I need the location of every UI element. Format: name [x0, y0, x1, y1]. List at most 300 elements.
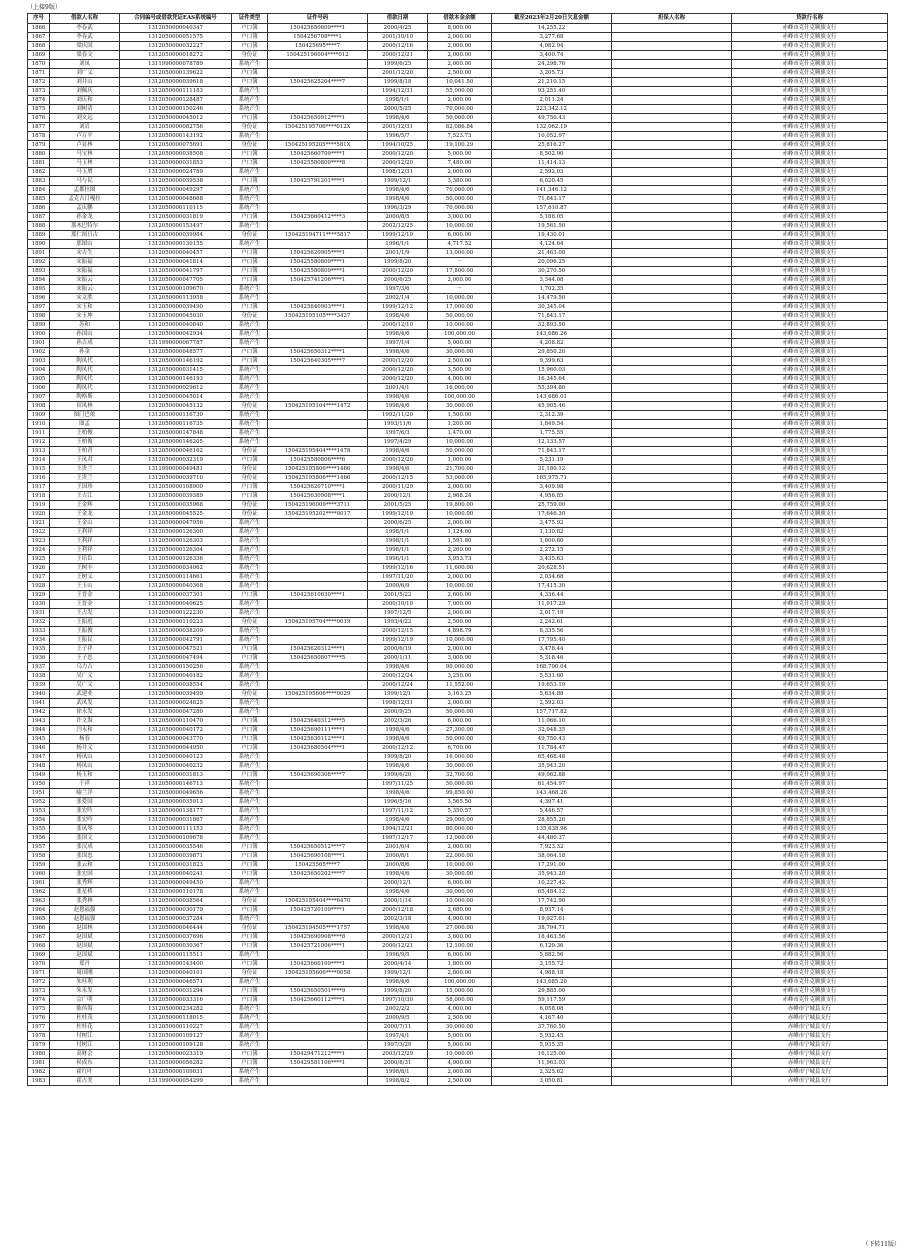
borrower-name: 宋玉和: [50, 303, 120, 312]
table-row: [28, 519, 888, 528]
id-type: 户口簿: [232, 726, 268, 735]
id-number: 150429581106****1: [268, 1059, 368, 1068]
row-index: 1960: [28, 870, 50, 879]
interest-owed: 93,251.40: [492, 87, 612, 96]
loan-date: 1998/4/6: [368, 393, 428, 402]
contract-number: 1312050000044950: [120, 744, 232, 753]
borrower-name: 许文海: [50, 717, 120, 726]
contract-number: 1312050000039984: [120, 231, 232, 240]
borrower-name: 杨井义: [50, 744, 120, 753]
table-row: [28, 618, 888, 627]
borrower-name: 杨凤山: [50, 762, 120, 771]
table-row: [28, 240, 888, 249]
principal-balance: 50,000.00: [428, 447, 492, 456]
interest-owed: 19,430.01: [492, 231, 612, 240]
principal-balance: 2,500.00: [428, 69, 492, 78]
principal-balance: 6,000.00: [428, 951, 492, 960]
interest-owed: 223,342.12: [492, 105, 612, 114]
id-type: 身份证: [232, 474, 268, 483]
id-type: 系统产生: [232, 366, 268, 375]
id-number: [268, 951, 368, 960]
bank-name: 赤峰市克什克腾旗支行: [732, 537, 888, 546]
borrower-name: 张汉成: [50, 843, 120, 852]
loan-date: 2000/12/15: [368, 627, 428, 636]
principal-balance: 2,000.00: [428, 519, 492, 528]
id-type: 系统产生: [232, 564, 268, 573]
principal-balance: 29,000.00: [428, 816, 492, 825]
contract-number: 1312050000146193: [120, 375, 232, 384]
guarantor-name: [612, 591, 732, 600]
id-number: [268, 699, 368, 708]
guarantor-name: [612, 996, 732, 1005]
row-index: 1951: [28, 789, 50, 798]
row-index: 1917: [28, 483, 50, 492]
id-type: 系统产生: [232, 816, 268, 825]
loan-date: 1997/10/30: [368, 996, 428, 1005]
loan-date: 2000/12/21: [368, 942, 428, 951]
interest-owed: 35,943.20: [492, 870, 612, 879]
interest-owed: 12,133.57: [492, 438, 612, 447]
row-index: 1879: [28, 141, 50, 150]
row-index: 1937: [28, 663, 50, 672]
row-index: 1871: [28, 69, 50, 78]
row-index: 1894: [28, 276, 50, 285]
table-row: [28, 969, 888, 978]
bank-name: 赤峰市克什克腾旗支行: [732, 141, 888, 150]
interest-owed: 15,960.03: [492, 366, 612, 375]
bank-name: 赤峰市宁城县支行: [732, 1005, 888, 1014]
table-row: [28, 78, 888, 87]
bank-name: 赤峰市克什克腾旗支行: [732, 591, 888, 600]
id-number: 150425650202****7: [268, 870, 368, 879]
borrower-name: 卢万平: [50, 132, 120, 141]
principal-balance: 2,000.00: [428, 1068, 492, 1077]
guarantor-name: [612, 555, 732, 564]
bank-name: 赤峰市克什克腾旗支行: [732, 951, 888, 960]
principal-balance: 11,600.00: [428, 564, 492, 573]
principal-balance: 8,000.00: [428, 24, 492, 33]
row-index: 1905: [28, 375, 50, 384]
principal-balance: 2,600.00: [428, 591, 492, 600]
row-index: 1902: [28, 348, 50, 357]
guarantor-name: [612, 933, 732, 942]
guarantor-name: [612, 969, 732, 978]
borrower-name: 王树义: [50, 573, 120, 582]
id-type: 身份证: [232, 465, 268, 474]
id-number: [268, 186, 368, 195]
loan-date: 2000/12/20: [368, 375, 428, 384]
borrower-name: 王金山: [50, 519, 120, 528]
principal-balance: 2,000.00: [428, 609, 492, 618]
principal-balance: 1,500.00: [428, 411, 492, 420]
loan-date: 2000/6/9: [368, 582, 428, 591]
borrower-name: 张国忠: [50, 852, 120, 861]
contract-number: 1312050000048668: [120, 195, 232, 204]
id-type: 身份证: [232, 447, 268, 456]
borrower-name: 赵恩福强: [50, 915, 120, 924]
guarantor-name: [612, 627, 732, 636]
row-index: 1903: [28, 357, 50, 366]
borrower-name: 刘岩: [50, 123, 120, 132]
id-type: 系统产生: [232, 582, 268, 591]
row-index: 1961: [28, 879, 50, 888]
guarantor-name: [612, 339, 732, 348]
table-row: [28, 852, 888, 861]
guarantor-name: [612, 1014, 732, 1023]
row-index: 1977: [28, 1023, 50, 1032]
guarantor-name: [612, 897, 732, 906]
id-number: 150429471212****1: [268, 1050, 368, 1059]
principal-balance: 19,100.29: [428, 141, 492, 150]
contract-number: 1312050000114661: [120, 573, 232, 582]
bank-name: 赤峰市克什克腾旗支行: [732, 582, 888, 591]
loan-date: 2002/12/25: [368, 222, 428, 231]
interest-owed: 4,082.94: [492, 42, 612, 51]
guarantor-name: [612, 528, 732, 537]
borrower-name: 闫永和: [50, 726, 120, 735]
loan-date: 1998/4/6: [368, 870, 428, 879]
loan-date: 2000/12/20: [368, 366, 428, 375]
bank-name: 赤峰市克什克腾旗支行: [732, 825, 888, 834]
guarantor-name: [612, 924, 732, 933]
loan-date: 2000/12/15: [368, 474, 428, 483]
guarantor-name: [612, 861, 732, 870]
principal-balance: 32,700.00: [428, 771, 492, 780]
borrower-name: 王凤君: [50, 456, 120, 465]
borrower-name: 杨玉和: [50, 771, 120, 780]
id-number: [268, 807, 368, 816]
row-index: 1934: [28, 636, 50, 645]
table-body: [28, 24, 888, 1086]
guarantor-name: [612, 195, 732, 204]
interest-owed: 16,345.64: [492, 375, 612, 384]
loan-date: 1998/4/6: [368, 402, 428, 411]
loan-date: 1998/4/6: [368, 726, 428, 735]
bank-name: 赤峰市克什克腾旗支行: [732, 960, 888, 969]
principal-balance: 30,000.00: [428, 870, 492, 879]
id-type: 系统产生: [232, 528, 268, 537]
col-header-bank: 贷款行名称: [732, 14, 888, 24]
loan-date: 2000/12/10: [368, 321, 428, 330]
interest-owed: 19,561.50: [492, 222, 612, 231]
principal-balance: 70,000.00: [428, 105, 492, 114]
row-index: 1925: [28, 555, 50, 564]
id-number: [268, 168, 368, 177]
interest-owed: 11,066.10: [492, 717, 612, 726]
contract-number: 1312050000031853: [120, 159, 232, 168]
row-index: 1892: [28, 258, 50, 267]
bank-name: 赤峰市克什克腾旗支行: [732, 177, 888, 186]
guarantor-name: [612, 645, 732, 654]
bank-name: 赤峰市宁城县支行: [732, 1077, 888, 1086]
id-number: 150425640903****1: [268, 303, 368, 312]
interest-owed: 25,759.00: [492, 501, 612, 510]
principal-balance: 53,000.00: [428, 474, 492, 483]
principal-balance: 3,250.00: [428, 672, 492, 681]
borrower-name: 孙国山: [50, 330, 120, 339]
id-number: [268, 204, 368, 213]
principal-balance: 3,163.25: [428, 690, 492, 699]
bank-name: 赤峰市克什克腾旗支行: [732, 321, 888, 330]
principal-balance: 100,000.00: [428, 330, 492, 339]
id-type: 身份证: [232, 402, 268, 411]
contract-number: 1312050000118015: [120, 1014, 232, 1023]
id-number: 150425650512****7: [268, 843, 368, 852]
principal-balance: 2,500.00: [428, 1014, 492, 1023]
table-row: [28, 177, 888, 186]
guarantor-name: [612, 150, 732, 159]
guarantor-name: [612, 789, 732, 798]
bank-name: 赤峰市克什克腾旗支行: [732, 672, 888, 681]
interest-owed: 10,052.97: [492, 132, 612, 141]
loan-date: 2000/10/10: [368, 600, 428, 609]
bank-name: 赤峰市克什克腾旗支行: [732, 60, 888, 69]
id-type: 户口簿: [232, 78, 268, 87]
guarantor-name: [612, 825, 732, 834]
loan-date: 2000/12/20: [368, 456, 428, 465]
row-index: 1885: [28, 195, 50, 204]
interest-owed: 3,050.81: [492, 1077, 612, 1086]
table-row: [28, 1023, 888, 1032]
id-number: 150425695****7: [268, 42, 368, 51]
loan-date: 2000/12/21: [368, 51, 428, 60]
row-index: 1959: [28, 861, 50, 870]
row-index: 1940: [28, 690, 50, 699]
interest-owed: 157,610.87: [492, 204, 612, 213]
interest-owed: 45,905.46: [492, 402, 612, 411]
borrower-name: 王玉山: [50, 582, 120, 591]
table-row: [28, 573, 888, 582]
loan-date: 1999/12/1: [368, 969, 428, 978]
loan-date: 2001/12/31: [368, 123, 428, 132]
table-row: [28, 897, 888, 906]
id-type: 系统产生: [232, 879, 268, 888]
contract-number: 1312050000024825: [120, 699, 232, 708]
row-index: 1962: [28, 888, 50, 897]
row-index: 1982: [28, 1068, 50, 1077]
id-number: 150425660109****1: [268, 960, 368, 969]
interest-owed: 4,208.82: [492, 339, 612, 348]
interest-owed: 49,062.88: [492, 771, 612, 780]
id-type: 户口簿: [232, 1059, 268, 1068]
bank-name: 赤峰市克什克腾旗支行: [732, 690, 888, 699]
principal-balance: 30,000.00: [428, 1023, 492, 1032]
borrower-name: 那木巴特尔: [50, 222, 120, 231]
col-header-id-type: 证件类型: [232, 14, 268, 24]
borrower-name: 王金龙: [50, 510, 120, 519]
table-row: [28, 690, 888, 699]
row-index: 1979: [28, 1041, 50, 1050]
row-index: 1899: [28, 321, 50, 330]
contract-number: 1312050000110223: [120, 618, 232, 627]
principal-balance: 21,700.00: [428, 465, 492, 474]
table-row: [28, 753, 888, 762]
guarantor-name: [612, 1032, 732, 1041]
borrower-name: 梁庆国: [50, 42, 120, 51]
contract-number: 1312050000039499: [120, 690, 232, 699]
table-row: [28, 384, 888, 393]
bank-name: 赤峰市克什克腾旗支行: [732, 996, 888, 1005]
id-number: 150425690108****1: [268, 852, 368, 861]
table-row: [28, 429, 888, 438]
loan-date: 1993/11/6: [368, 420, 428, 429]
bank-name: 赤峰市克什克腾旗支行: [732, 438, 888, 447]
interest-owed: 5,531.60: [492, 672, 612, 681]
interest-owed: 29,850.20: [492, 348, 612, 357]
principal-balance: 3,500.00: [428, 366, 492, 375]
row-index: 1912: [28, 438, 50, 447]
id-number: [268, 573, 368, 582]
row-index: 1958: [28, 852, 50, 861]
interest-owed: 38,794.71: [492, 924, 612, 933]
contract-number: 1312050000040182: [120, 672, 232, 681]
loan-date: 2000/8/31: [368, 1059, 428, 1068]
principal-balance: 50,000.00: [428, 780, 492, 789]
bank-name: 赤峰市克什克腾旗支行: [732, 636, 888, 645]
contract-number: 1312050000040101: [120, 969, 232, 978]
contract-number: 1312050000146192: [120, 357, 232, 366]
id-number: [268, 816, 368, 825]
row-index: 1953: [28, 807, 50, 816]
guarantor-name: [612, 600, 732, 609]
bank-name: 赤峰市克什克腾旗支行: [732, 384, 888, 393]
principal-balance: 5,350.57: [428, 807, 492, 816]
principal-balance: 15,000.00: [428, 987, 492, 996]
bank-name: 赤峰市克什克腾旗支行: [732, 465, 888, 474]
interest-owed: 8,502.90: [492, 150, 612, 159]
borrower-name: 李春武: [50, 24, 120, 33]
bank-name: 赤峰市克什克腾旗支行: [732, 744, 888, 753]
guarantor-name: [612, 42, 732, 51]
table-row: [28, 1005, 888, 1014]
borrower-name: 王利祥: [50, 537, 120, 546]
table-row: [28, 933, 888, 942]
table-row: [28, 555, 888, 564]
borrower-name: 图孟: [50, 420, 120, 429]
guarantor-name: [612, 249, 732, 258]
table-row: [28, 708, 888, 717]
principal-balance: 16,000.00: [428, 753, 492, 762]
principal-balance: 10,000.00: [428, 321, 492, 330]
contract-number: 1312050000039490: [120, 303, 232, 312]
contract-number: 1312050000126303: [120, 537, 232, 546]
loan-date: 2000/5/25: [368, 105, 428, 114]
row-index: 1907: [28, 393, 50, 402]
col-header-principal: 借款本金余额: [428, 14, 492, 24]
row-index: 1867: [28, 33, 50, 42]
table-row: [28, 600, 888, 609]
id-number: 150425650912****1: [268, 114, 368, 123]
guarantor-name: [612, 213, 732, 222]
guarantor-name: [612, 348, 732, 357]
interest-owed: 11,414.13: [492, 159, 612, 168]
row-index: 1955: [28, 825, 50, 834]
table-row: [28, 951, 888, 960]
bank-name: 赤峰市宁城县支行: [732, 1059, 888, 1068]
borrower-name: 徐永发: [50, 708, 120, 717]
guarantor-name: [612, 672, 732, 681]
bank-name: 赤峰市克什克腾旗支行: [732, 888, 888, 897]
row-index: 1930: [28, 600, 50, 609]
contract-number: 1311990000067787: [120, 339, 232, 348]
table-row: [28, 771, 888, 780]
table-row: [28, 996, 888, 1005]
interest-owed: 2,034.68: [492, 573, 612, 582]
interest-owed: 2,312.39: [492, 411, 612, 420]
principal-balance: 27,300.00: [428, 726, 492, 735]
borrower-name: 张凤琴: [50, 825, 120, 834]
principal-balance: 50,000.00: [428, 312, 492, 321]
interest-owed: 30,345.04: [492, 303, 612, 312]
table-row: [28, 339, 888, 348]
borrower-name: 孙金: [50, 348, 120, 357]
guarantor-name: [612, 1041, 732, 1050]
contract-number: 1312050000039389: [120, 492, 232, 501]
guarantor-name: [612, 834, 732, 843]
guarantor-name: [612, 402, 732, 411]
principal-balance: 1,000.00: [428, 456, 492, 465]
id-number: 150425680504****1: [268, 744, 368, 753]
interest-owed: 10,227.42: [492, 879, 612, 888]
table-row: [28, 627, 888, 636]
id-type: 身份证: [232, 690, 268, 699]
principal-balance: 10,000.00: [428, 897, 492, 906]
guarantor-name: [612, 384, 732, 393]
id-number: 150425690111****1: [268, 726, 368, 735]
row-index: 1973: [28, 987, 50, 996]
row-index: 1877: [28, 123, 50, 132]
principal-balance: 2,000.00: [428, 573, 492, 582]
row-index: 1881: [28, 159, 50, 168]
interest-owed: 2,325.62: [492, 1068, 612, 1077]
loan-date: 1996/1/1: [368, 555, 428, 564]
contract-number: 1312050000035968: [120, 501, 232, 510]
interest-owed: 65,468.48: [492, 753, 612, 762]
id-type: 户口簿: [232, 591, 268, 600]
principal-balance: 7,000.00: [428, 600, 492, 609]
guarantor-name: [612, 501, 732, 510]
row-index: 1868: [28, 42, 50, 51]
loan-date: 2000/12/16: [368, 42, 428, 51]
loan-date: 2000/8/1: [368, 852, 428, 861]
id-type: 系统产生: [232, 339, 268, 348]
borrower-name: 宋振福: [50, 267, 120, 276]
row-index: 1891: [28, 249, 50, 258]
id-number: 150425660412****3: [268, 213, 368, 222]
guarantor-name: [612, 492, 732, 501]
principal-balance: 2,680.00: [428, 906, 492, 915]
contract-number: 1312050000047521: [120, 645, 232, 654]
contract-number: 1312050000046444: [120, 924, 232, 933]
id-number: 150425625204****7: [268, 78, 368, 87]
borrower-name: 张星桥: [50, 888, 120, 897]
bank-name: 赤峰市宁城县支行: [732, 1068, 888, 1077]
id-type: 户口簿: [232, 276, 268, 285]
bank-name: 赤峰市克什克腾旗支行: [732, 366, 888, 375]
interest-owed: 9,399.63: [492, 357, 612, 366]
loan-date: 2001/4/1: [368, 384, 428, 393]
contract-number: 1311990000049481: [120, 465, 232, 474]
table-row: [28, 87, 888, 96]
id-type: 系统产生: [232, 636, 268, 645]
id-type: 户口簿: [232, 114, 268, 123]
contract-number: 1312050000038508: [120, 150, 232, 159]
guarantor-name: [612, 780, 732, 789]
id-number: [268, 582, 368, 591]
bank-name: 赤峰市克什克腾旗支行: [732, 213, 888, 222]
id-number: [268, 87, 368, 96]
interest-owed: 3,205.73: [492, 69, 612, 78]
